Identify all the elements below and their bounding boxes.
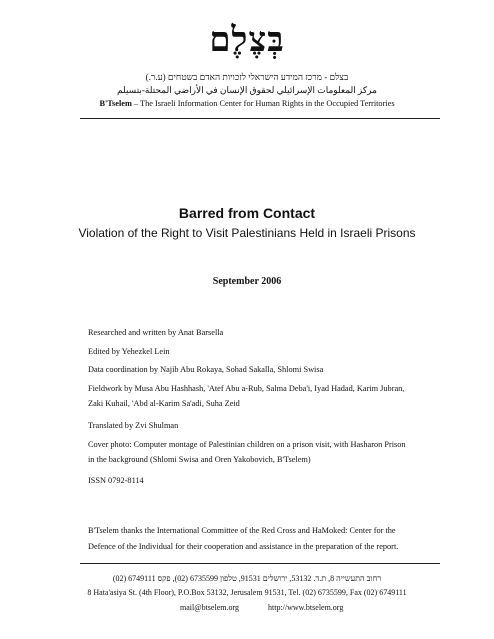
org-description-line [0,98,494,110]
hebrew-org-line: בצלם - מרכז המידע הישראלי לזכויות האדם בשטחים (ע.ר.) [145,72,349,82]
footer-email-link[interactable]: mail@btselem.org [180,603,239,612]
credit-author: Researched and written by Anat Barsella [88,328,224,337]
credit-fieldwork: Fieldwork by Musa Abu Hashhash, 'Atef Abu a-Rub, Salma Deba'i, Iyad Hadad, Karim Jubran, Zaki Kuhail, 'Abd al-Karim Sa'adi, Suha Zeid [88,384,405,408]
btselem-logo: בְּצֶלֶם [209,20,285,60]
report-subtitle: Violation of the Right to Visit Palestinians Held in Israeli Prisons [78,226,416,240]
arabic-org-line: مركز المعلومات الإسرائيلي لحقوق الإنسان في الأراضي المحتلة-بتسيلم [117,85,377,95]
footer-website-link[interactable]: http://www.btselem.org [268,603,344,612]
footer-divider [80,563,440,564]
header-divider [80,118,440,119]
org-name: B'Tselem [99,99,132,108]
org-description: – The Israeli Information Center for Human Rights in the Occupied Territories [131,99,395,108]
report-date: September 2006 [212,276,282,287]
credit-editor: Edited by Yehezkel Lein [88,347,170,356]
credit-cover-photo: Cover photo: Computer montage of Palestinian children on a prison visit, with Hasharon Prison in the background (Shlomi Swisa and Oren Yakobovich, B'Tselem) [88,440,406,464]
credit-data-coordination: Data coordination by Najib Abu Rokaya, Sohad Sakalla, Shlomi Swisa [88,365,324,374]
credit-issn: ISSN 0792-8114 [88,476,144,485]
credit-translator: Translated by Zvi Shulman [88,421,179,430]
footer-address-english: 8 Hata'asiya St. (4th Floor), P.O.Box 53132, Jerusalem 91531, Tel. (02) 6735599, Fax (02) 6749111 [87,588,407,597]
acknowledgement-text: B'Tselem thanks the International Committee of the Red Cross and HaMoked: Center for the Defence of the Individual for their cooperation and assistance in the preparation of the report. [88,526,399,551]
report-title: Barred from Contact [178,205,316,221]
footer-address-hebrew: רחוב התעשייה 8, ת.ד. 53132, ירושלים 91531, טלפון 6735599 (02), פקס 6749111 (02) [112,574,382,583]
